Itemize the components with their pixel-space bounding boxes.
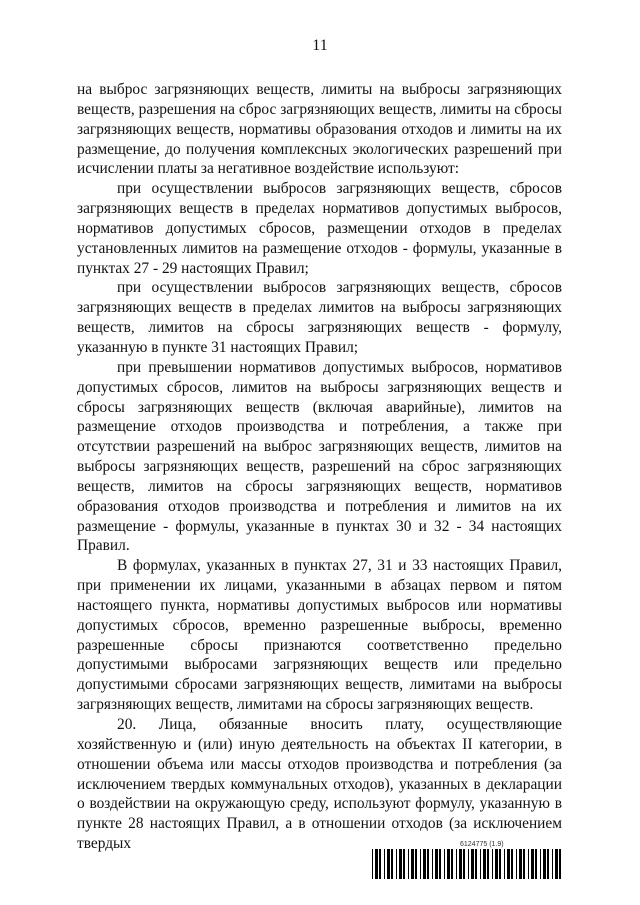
document-code: 6124775 (1.9) — [460, 841, 504, 848]
paragraph: на выброс загрязняющих веществ, лимиты на выбросы загрязняющих веществ, разрешения на сброс загрязняющих веществ, лимиты на сбросы загрязняющих веществ, нормативы образования отходов и лимиты на их размещение, до получения комплексных экологических разрешений при исчислении платы за негативное воздействие используют: — [77, 81, 562, 178]
paragraph: при осуществлении выбросов загрязняющих веществ, сбросов загрязняющих веществ в пределах лимитов на выбросы загрязняющих веществ, лимитов на сбросы загрязняющих веществ - формулу, указанную в пункте 31 настоящих Правил; — [77, 279, 562, 356]
document-body — [77, 80, 562, 854]
paragraph: 20. Лица, обязанные вносить плату, осуществляющие хозяйственную и (или) иную деятельность на объектах II категории, в отношении объема или массы отходов производства и потребления (за исключением твердых коммунальных отходов), указанных в декларации о воздействии на окружающую среду, используют формулу, указанную в пункте 28 настоящих Правил, а в отношении отходов (за исключением твердых — [77, 716, 562, 853]
barcode-icon — [372, 849, 562, 879]
paragraph: при осуществлении выбросов загрязняющих веществ, сбросов загрязняющих веществ в пределах нормативов допустимых выбросов, нормативов допустимых сбросов, размещении отходов в пределах установленных лимитов на размещение отходов - формулы, указанные в пунктах 27 - 29 настоящих Правил; — [77, 180, 562, 277]
page-number: 11 — [312, 37, 328, 54]
paragraph: при превышении нормативов допустимых выбросов, нормативов допустимых сбросов, лимитов на выбросы загрязняющих веществ и сбросы загрязняющих веществ (включая аварийные), лимитов на размещение отходов производства и потребления, а также при отсутствии разрешений на выброс загрязняющих веществ, лимитов на выбросы загрязняющих веществ, разрешений на сброс загрязняющих веществ, лимитов на сбросы загрязняющих веществ, нормативов образования отходов производства и потребления и лимитов на их размещение - формулы, указанные в пунктах 30 и 32 - 34 настоящих Правил. — [77, 358, 562, 555]
paragraph: В формулах, указанных в пунктах 27, 31 и 33 настоящих Правил, при применении их лицами, указанными в абзацах первом и пятом настоящего пункта, нормативы допустимых выбросов или нормативы допустимых сбросов, временно разрешенные выбросы, временно разрешенные сбросы признаются соответственно предельно допустимыми выбросами загрязняющих веществ или предельно допустимыми сбросами загрязняющих веществ, лимитами на выбросы загрязняющих веществ, лимитами на сбросы загрязняющих веществ. — [77, 557, 562, 714]
